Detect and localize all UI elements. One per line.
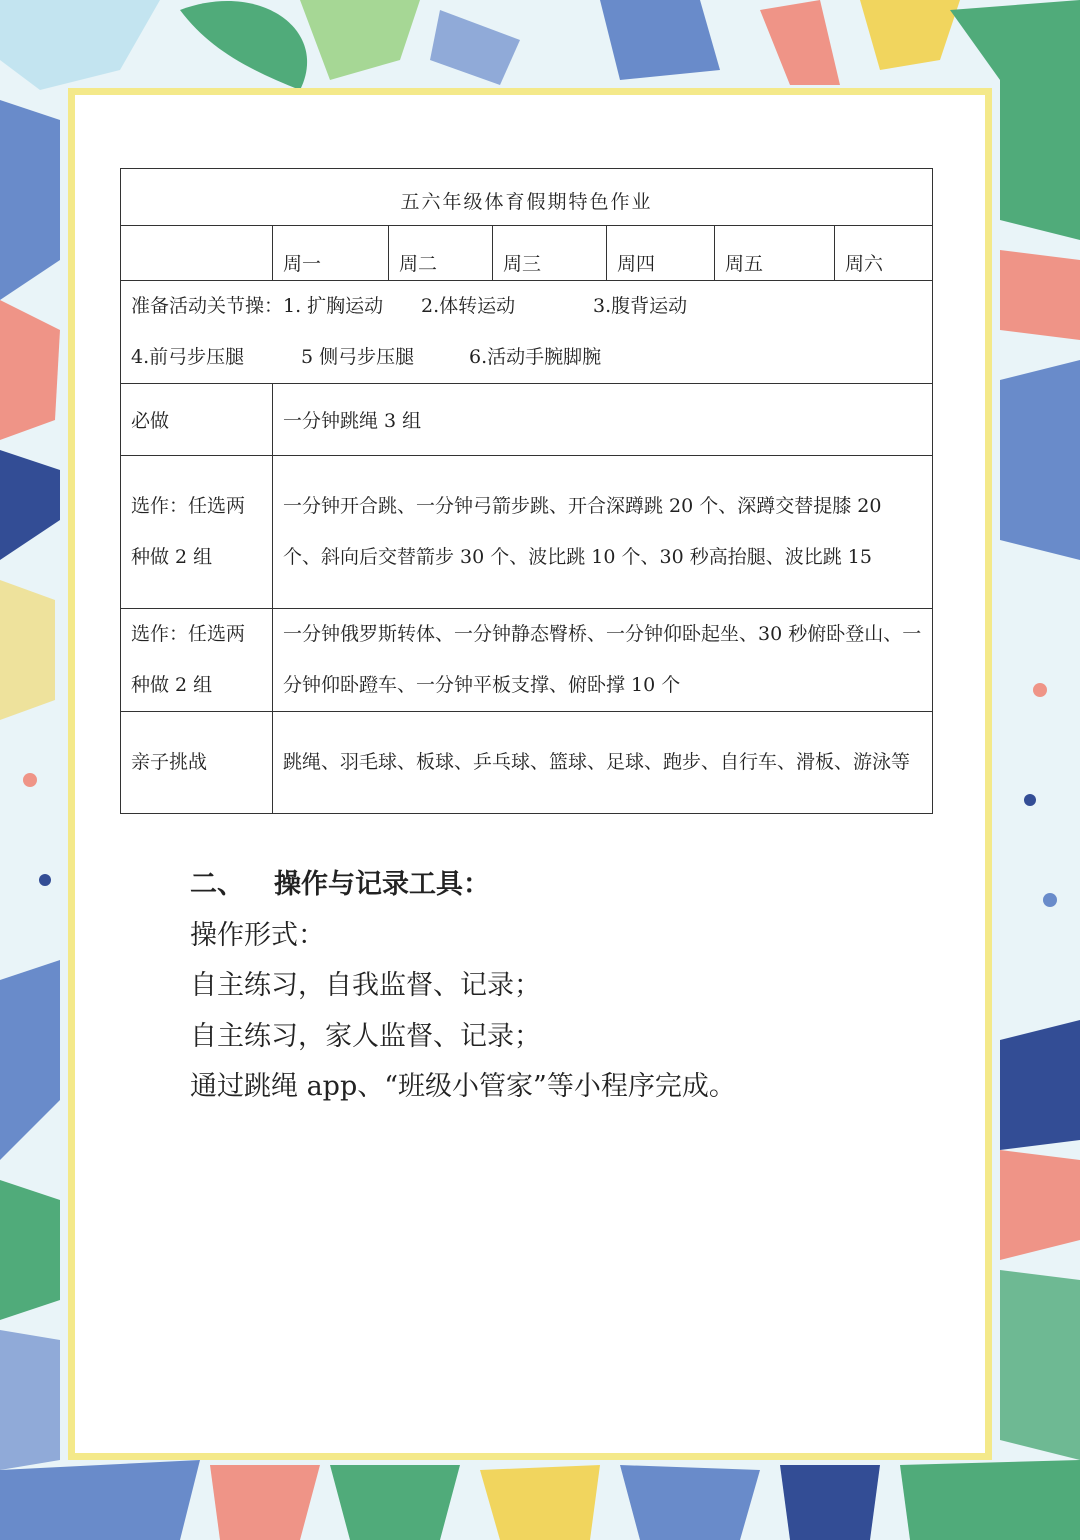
section-line: 自主练习，家人监督、记录； <box>190 1020 541 1052</box>
empty-header-cell <box>121 226 273 281</box>
day-header: 周一 <box>273 226 389 281</box>
tools-section <box>190 860 736 1113</box>
row-label: 亲子挑战 <box>121 712 273 814</box>
row-content: 一分钟俄罗斯转体、一分钟静态臀桥、一分钟仰卧起坐、30 秒俯卧登山、一分钟仰卧蹬车、一分钟平板支撑、俯卧撑 10 个 <box>273 609 933 712</box>
section-heading <box>190 860 736 911</box>
table-title: 五六年级体育假期特色作业 <box>121 169 933 226</box>
row-label: 选作：任选两种做 2 组 <box>121 609 273 712</box>
warmup-item: 1. 扩胸运动 <box>283 295 384 317</box>
day-header: 周三 <box>493 226 607 281</box>
warmup-item: 6.活动手腕脚腕 <box>469 346 602 368</box>
row-label: 必做 <box>121 384 273 456</box>
warmup-row <box>121 281 933 384</box>
row-label: 选作：任选两种做 2 组 <box>121 456 273 609</box>
table-row <box>121 712 933 814</box>
day-header: 周五 <box>715 226 835 281</box>
row-content: 一分钟跳绳 3 组 <box>273 384 933 456</box>
row-content: 跳绳、羽毛球、板球、乒乓球、篮球、足球、跑步、自行车、滑板、游泳等 <box>273 712 933 814</box>
warmup-item: 2.体转运动 <box>421 295 516 317</box>
row-content: 一分钟开合跳、一分钟弓箭步跳、开合深蹲跳 20 个、深蹲交替提膝 20 个、斜向后交替箭步 30 个、波比跳 10 个、30 秒高抬腿、波比跳 15 <box>273 456 933 609</box>
day-header: 周六 <box>835 226 933 281</box>
warmup-label: 准备活动关节操： <box>131 295 284 317</box>
weekday-header-row <box>121 226 933 281</box>
warmup-item: 4.前弓步压腿 <box>131 346 245 368</box>
pe-homework-table <box>120 168 933 814</box>
table-row <box>121 456 933 609</box>
section-title: 操作与记录工具： <box>274 869 490 900</box>
day-header: 周四 <box>607 226 715 281</box>
section-line: 自主练习，自我监督、记录； <box>190 970 541 1001</box>
section-line: 通过跳绳 app、“班级小管家”等小程序完成。 <box>190 1071 736 1102</box>
table-row <box>121 384 933 456</box>
warmup-item: 5 侧弓步压腿 <box>301 346 415 368</box>
warmup-item: 3.腹背运动 <box>593 295 688 317</box>
day-header: 周二 <box>389 226 493 281</box>
section-line: 操作形式： <box>190 919 325 951</box>
table-row <box>121 609 933 712</box>
section-number: 二、 <box>190 869 244 900</box>
